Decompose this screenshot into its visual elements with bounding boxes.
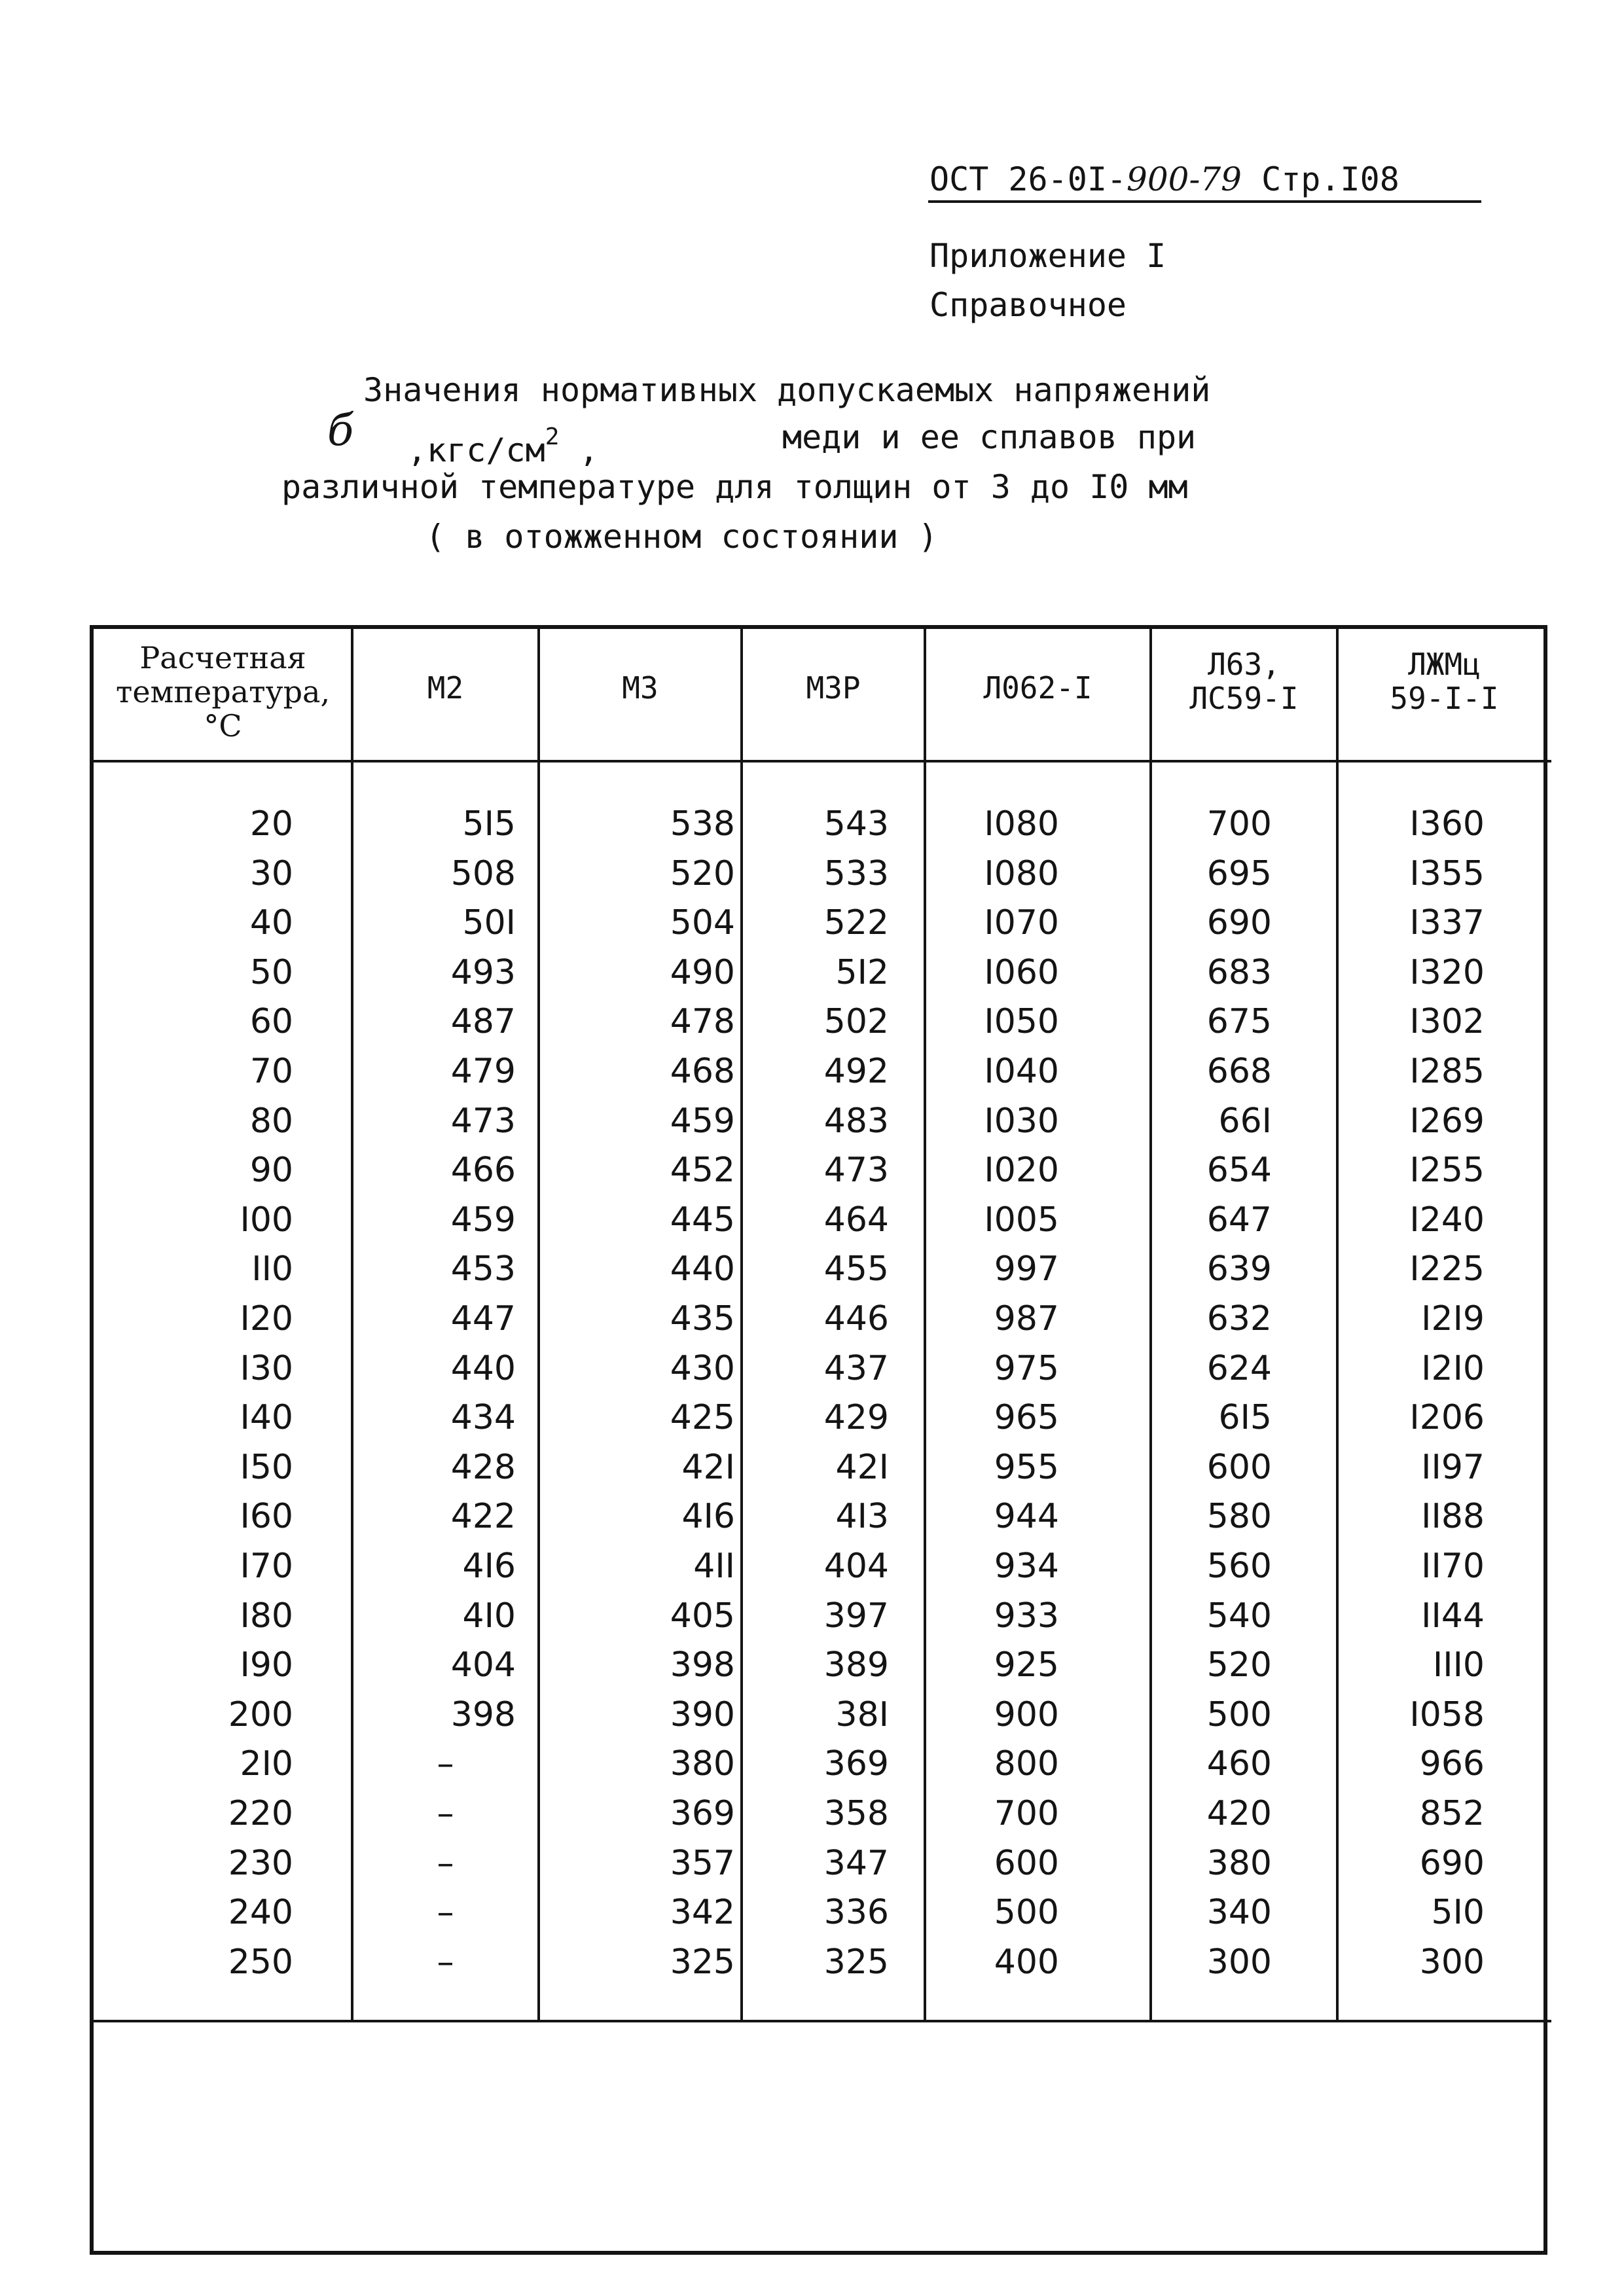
column-divider bbox=[351, 629, 353, 2020]
stress-value-cell: 452 bbox=[670, 1151, 735, 1191]
stress-value-cell: 340 bbox=[1206, 1893, 1272, 1933]
column-header-line: ЛЖМц bbox=[1408, 647, 1481, 682]
stress-value-cell: 944 bbox=[994, 1497, 1059, 1537]
stress-value-cell: 965 bbox=[994, 1398, 1059, 1438]
stress-value-cell: 404 bbox=[823, 1547, 889, 1586]
units-comma: , bbox=[559, 431, 599, 469]
temperature-cell: I60 bbox=[240, 1497, 293, 1537]
stress-value-cell: 430 bbox=[670, 1348, 735, 1388]
temperature-cell: I50 bbox=[240, 1447, 293, 1487]
stress-value-cell: 934 bbox=[994, 1547, 1059, 1586]
column-header bbox=[1337, 647, 1551, 715]
stress-value-cell: 508 bbox=[450, 853, 516, 893]
stress-value-cell: 357 bbox=[670, 1843, 735, 1883]
stress-value-cell: 325 bbox=[823, 1942, 889, 1982]
stress-value-cell: II44 bbox=[1421, 1596, 1485, 1636]
stress-value-cell: 933 bbox=[994, 1596, 1059, 1636]
stress-value-cell: 435 bbox=[670, 1299, 735, 1338]
temperature-cell: 90 bbox=[249, 1151, 293, 1191]
temperature-cell: 240 bbox=[228, 1893, 293, 1933]
stress-value-cell: I269 bbox=[1409, 1101, 1485, 1141]
stress-value-cell: 4I6 bbox=[462, 1547, 516, 1586]
stress-value-cell: – bbox=[437, 1942, 454, 1982]
document-code bbox=[929, 154, 1479, 205]
stress-value-cell: 455 bbox=[823, 1249, 889, 1289]
stress-value-cell: 654 bbox=[1206, 1151, 1272, 1191]
stress-value-cell: 4I0 bbox=[462, 1596, 516, 1636]
header-divider bbox=[94, 760, 1551, 762]
column-header bbox=[352, 671, 539, 705]
stress-value-cell: I360 bbox=[1409, 804, 1485, 844]
stress-value-cell: 437 bbox=[823, 1348, 889, 1388]
stress-value-cell: 538 bbox=[670, 804, 735, 844]
temperature-cell: I80 bbox=[240, 1596, 293, 1636]
temperature-cell: I00 bbox=[240, 1200, 293, 1240]
stress-value-cell: I255 bbox=[1409, 1151, 1485, 1191]
stress-value-cell: 369 bbox=[823, 1744, 889, 1784]
column-header-line: 59-I-I bbox=[1390, 681, 1499, 716]
stress-value-cell: 502 bbox=[823, 1002, 889, 1042]
stress-value-cell: 600 bbox=[1206, 1447, 1272, 1487]
stress-value-cell: I080 bbox=[984, 804, 1059, 844]
stress-value-cell: 800 bbox=[994, 1744, 1059, 1784]
stress-value-cell: 453 bbox=[450, 1249, 516, 1289]
stress-value-cell: 445 bbox=[670, 1200, 735, 1240]
stress-value-cell: 4II bbox=[693, 1547, 735, 1586]
stress-value-cell: 478 bbox=[670, 1002, 735, 1042]
stress-value-cell: 580 bbox=[1206, 1497, 1272, 1537]
column-header-line: температура, bbox=[115, 674, 331, 709]
stress-value-cell: 997 bbox=[994, 1249, 1059, 1289]
stress-value-cell: 5I2 bbox=[835, 952, 889, 992]
stress-value-cell: 425 bbox=[670, 1398, 735, 1438]
stress-value-cell: 493 bbox=[450, 952, 516, 992]
stress-value-cell: 380 bbox=[1206, 1843, 1272, 1883]
column-header bbox=[94, 641, 352, 743]
column-header bbox=[539, 671, 742, 705]
temperature-cell: 70 bbox=[249, 1052, 293, 1091]
stress-value-cell: 683 bbox=[1206, 952, 1272, 992]
title-line-4: ( в отожженном состоянии ) bbox=[425, 518, 938, 556]
doc-code-handwritten: 900-79 bbox=[1127, 160, 1242, 198]
stress-value-cell: 4I3 bbox=[835, 1497, 889, 1537]
stress-value-cell: 852 bbox=[1419, 1794, 1485, 1833]
column-header-line: М2 bbox=[427, 670, 464, 706]
stress-value-cell: 543 bbox=[823, 804, 889, 844]
stress-value-cell: 925 bbox=[994, 1645, 1059, 1685]
stress-value-cell: 42I bbox=[681, 1447, 735, 1487]
stress-value-cell: I070 bbox=[984, 903, 1059, 943]
stress-value-cell: 987 bbox=[994, 1299, 1059, 1338]
stress-value-cell: 473 bbox=[450, 1101, 516, 1141]
title-line-1: Значения нормативных допускаемых напряжений bbox=[363, 371, 1211, 409]
stress-value-cell: 624 bbox=[1206, 1348, 1272, 1388]
stress-value-cell: I058 bbox=[1409, 1695, 1485, 1734]
stress-value-cell: 420 bbox=[1206, 1794, 1272, 1833]
units-exponent: 2 bbox=[545, 423, 560, 450]
stress-value-cell: 473 bbox=[823, 1151, 889, 1191]
page-number: Стр.I08 bbox=[1261, 160, 1399, 198]
stress-symbol: б bbox=[327, 405, 354, 456]
column-header bbox=[742, 671, 925, 705]
stress-value-cell: I060 bbox=[984, 952, 1059, 992]
stress-value-cell: 966 bbox=[1419, 1744, 1485, 1784]
stress-value-cell: – bbox=[437, 1843, 454, 1883]
temperature-cell: I40 bbox=[240, 1398, 293, 1438]
stress-value-cell: 540 bbox=[1206, 1596, 1272, 1636]
stress-value-cell: 404 bbox=[450, 1645, 516, 1685]
stress-value-cell: 700 bbox=[994, 1794, 1059, 1833]
doc-code-prefix: ОСТ 26-0I- bbox=[929, 160, 1127, 198]
column-header-line: Л062-I bbox=[983, 670, 1092, 706]
stress-value-cell: 600 bbox=[994, 1843, 1059, 1883]
stress-value-cell: 398 bbox=[670, 1645, 735, 1685]
stress-value-cell: 429 bbox=[823, 1398, 889, 1438]
stress-value-cell: 690 bbox=[1419, 1843, 1485, 1883]
temperature-cell: 200 bbox=[228, 1695, 293, 1734]
stress-value-cell: 675 bbox=[1206, 1002, 1272, 1042]
column-header-line: Л63, bbox=[1208, 647, 1280, 682]
stress-value-cell: III0 bbox=[1432, 1645, 1485, 1685]
column-header bbox=[1151, 647, 1337, 715]
stress-value-cell: 490 bbox=[670, 952, 735, 992]
stress-value-cell: I005 bbox=[984, 1200, 1059, 1240]
column-header-line: М3Р bbox=[806, 670, 861, 706]
stress-value-cell: 400 bbox=[994, 1942, 1059, 1982]
stress-value-cell: 428 bbox=[450, 1447, 516, 1487]
stress-value-cell: 336 bbox=[823, 1893, 889, 1933]
stress-value-cell: 975 bbox=[994, 1348, 1059, 1388]
temperature-cell: 220 bbox=[228, 1794, 293, 1833]
stress-value-cell: I030 bbox=[984, 1101, 1059, 1141]
temperature-cell: I70 bbox=[240, 1547, 293, 1586]
stress-value-cell: 460 bbox=[1206, 1744, 1272, 1784]
stress-value-cell: 390 bbox=[670, 1695, 735, 1734]
stress-value-cell: 446 bbox=[823, 1299, 889, 1338]
column-header-line: °C bbox=[204, 708, 242, 744]
stress-value-cell: 369 bbox=[670, 1794, 735, 1833]
stress-value-cell: 358 bbox=[823, 1794, 889, 1833]
stress-value-cell: I355 bbox=[1409, 853, 1485, 893]
stress-value-cell: 560 bbox=[1206, 1547, 1272, 1586]
stress-value-cell: 459 bbox=[670, 1101, 735, 1141]
stress-value-cell: I240 bbox=[1409, 1200, 1485, 1240]
temperature-cell: I90 bbox=[240, 1645, 293, 1685]
stress-value-cell: 479 bbox=[450, 1052, 516, 1091]
stress-value-cell: – bbox=[437, 1744, 454, 1784]
stress-table bbox=[90, 625, 1547, 2255]
stress-value-cell: 522 bbox=[823, 903, 889, 943]
stress-value-cell: 4I6 bbox=[681, 1497, 735, 1537]
stress-value-cell: 464 bbox=[823, 1200, 889, 1240]
stress-value-cell: 520 bbox=[670, 853, 735, 893]
stress-value-cell: 389 bbox=[823, 1645, 889, 1685]
stress-value-cell: 695 bbox=[1206, 853, 1272, 893]
column-header bbox=[925, 671, 1151, 705]
title-line-3: различной температуре для толщин от 3 до I0 мм bbox=[281, 468, 1188, 506]
stress-value-cell: 668 bbox=[1206, 1052, 1272, 1091]
temperature-cell: II0 bbox=[251, 1249, 293, 1289]
column-header-line: ЛС59-I bbox=[1189, 681, 1299, 716]
temperature-cell: 50 bbox=[249, 952, 293, 992]
stress-value-cell: 459 bbox=[450, 1200, 516, 1240]
stress-value-cell: 398 bbox=[450, 1695, 516, 1734]
header-underline bbox=[928, 200, 1481, 203]
stress-value-cell: II97 bbox=[1421, 1447, 1485, 1487]
stress-value-cell: 325 bbox=[670, 1942, 735, 1982]
stress-value-cell: – bbox=[437, 1794, 454, 1833]
temperature-cell: 30 bbox=[249, 853, 293, 893]
stress-value-cell: I302 bbox=[1409, 1002, 1485, 1042]
stress-value-cell: 422 bbox=[450, 1497, 516, 1537]
stress-value-cell: 639 bbox=[1206, 1249, 1272, 1289]
stress-value-cell: 504 bbox=[670, 903, 735, 943]
units-text: ,кгс/см bbox=[407, 431, 545, 469]
temperature-cell: 80 bbox=[249, 1101, 293, 1141]
stress-value-cell: II88 bbox=[1421, 1497, 1485, 1537]
stress-value-cell: 405 bbox=[670, 1596, 735, 1636]
stress-value-cell: I080 bbox=[984, 853, 1059, 893]
stress-value-cell: 5I0 bbox=[1431, 1893, 1485, 1933]
stress-value-cell: 347 bbox=[823, 1843, 889, 1883]
stress-value-cell: 632 bbox=[1206, 1299, 1272, 1338]
stress-value-cell: I2I9 bbox=[1421, 1299, 1485, 1338]
stress-value-cell: 342 bbox=[670, 1893, 735, 1933]
body-divider bbox=[94, 2020, 1551, 2022]
stress-value-cell: 520 bbox=[1206, 1645, 1272, 1685]
appendix-label: Приложение I bbox=[929, 237, 1166, 275]
stress-value-cell: 38I bbox=[835, 1695, 889, 1734]
title-line-2: меди и ее сплавов при bbox=[782, 418, 1197, 456]
stress-value-cell: 66I bbox=[1218, 1101, 1272, 1141]
stress-value-cell: 483 bbox=[823, 1101, 889, 1141]
stress-value-cell: I320 bbox=[1409, 952, 1485, 992]
stress-value-cell: – bbox=[437, 1893, 454, 1933]
column-header-line: Расчетная bbox=[139, 640, 306, 675]
temperature-cell: 60 bbox=[249, 1002, 293, 1042]
column-header-line: М3 bbox=[622, 670, 659, 706]
stress-value-cell: 533 bbox=[823, 853, 889, 893]
stress-value-cell: 468 bbox=[670, 1052, 735, 1091]
stress-value-cell: 955 bbox=[994, 1447, 1059, 1487]
stress-value-cell: 492 bbox=[823, 1052, 889, 1091]
stress-value-cell: 500 bbox=[994, 1893, 1059, 1933]
stress-value-cell: 5I5 bbox=[462, 804, 516, 844]
stress-value-cell: I285 bbox=[1409, 1052, 1485, 1091]
stress-value-cell: I206 bbox=[1409, 1398, 1485, 1438]
stress-value-cell: 466 bbox=[450, 1151, 516, 1191]
stress-value-cell: 380 bbox=[670, 1744, 735, 1784]
temperature-cell: 40 bbox=[249, 903, 293, 943]
stress-value-cell: 900 bbox=[994, 1695, 1059, 1734]
stress-value-cell: I2I0 bbox=[1421, 1348, 1485, 1388]
stress-value-cell: I225 bbox=[1409, 1249, 1485, 1289]
stress-value-cell: 647 bbox=[1206, 1200, 1272, 1240]
stress-value-cell: I337 bbox=[1409, 903, 1485, 943]
stress-value-cell: 500 bbox=[1206, 1695, 1272, 1734]
stress-value-cell: I040 bbox=[984, 1052, 1059, 1091]
stress-value-cell: 700 bbox=[1206, 804, 1272, 844]
stress-value-cell: I050 bbox=[984, 1002, 1059, 1042]
stress-value-cell: 434 bbox=[450, 1398, 516, 1438]
stress-value-cell: II70 bbox=[1421, 1547, 1485, 1586]
stress-value-cell: 690 bbox=[1206, 903, 1272, 943]
stress-value-cell: I020 bbox=[984, 1151, 1059, 1191]
stress-value-cell: 300 bbox=[1419, 1942, 1485, 1982]
stress-value-cell: 487 bbox=[450, 1002, 516, 1042]
stress-value-cell: 42I bbox=[835, 1447, 889, 1487]
temperature-cell: 230 bbox=[228, 1843, 293, 1883]
stress-value-cell: 447 bbox=[450, 1299, 516, 1338]
stress-value-cell: 440 bbox=[670, 1249, 735, 1289]
temperature-cell: 250 bbox=[228, 1942, 293, 1982]
temperature-cell: I30 bbox=[240, 1348, 293, 1388]
stress-value-cell: 397 bbox=[823, 1596, 889, 1636]
temperature-cell: 2I0 bbox=[240, 1744, 293, 1784]
reference-label: Справочное bbox=[929, 286, 1127, 324]
stress-value-cell: 440 bbox=[450, 1348, 516, 1388]
stress-value-cell: 300 bbox=[1206, 1942, 1272, 1982]
column-divider bbox=[537, 629, 540, 2020]
stress-value-cell: 50I bbox=[462, 903, 516, 943]
temperature-cell: I20 bbox=[240, 1299, 293, 1338]
stress-value-cell: 6I5 bbox=[1218, 1398, 1272, 1438]
temperature-cell: 20 bbox=[249, 804, 293, 844]
